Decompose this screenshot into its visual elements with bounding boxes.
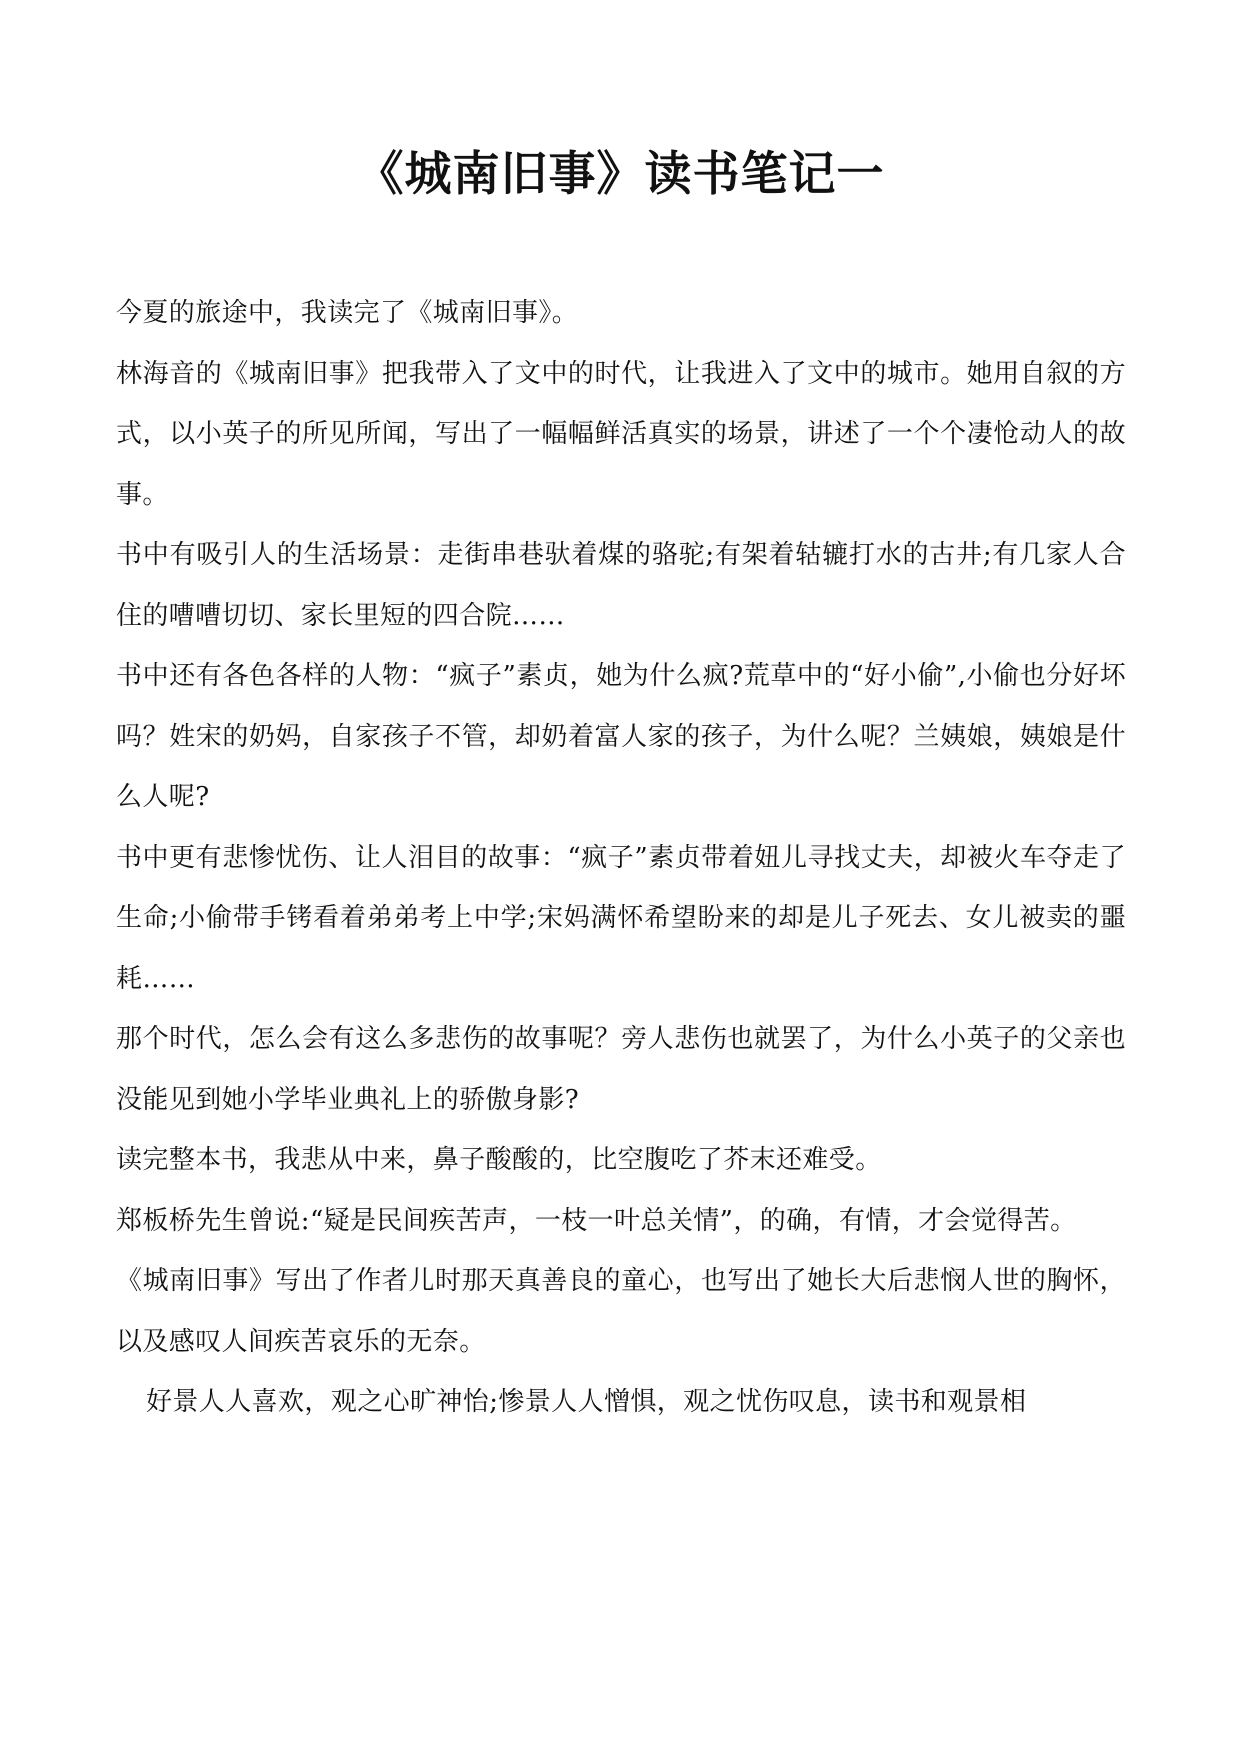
- document-body: [116, 283, 1126, 1433]
- page-title: 《城南旧事》读书笔记一: [356, 147, 885, 202]
- paragraph-10: 好景人人喜欢，观之心旷神怡;惨景人人憎惧，观之忧伤叹息，读书和观景相: [146, 1387, 1027, 1417]
- paragraph-4: 书中还有各色各样的人物：“疯子”素贞，她为什么疯?荒草中的“好小偷”,小偷也分好坏吗？姓宋的奶妈，自家孩子不管，却奶着富人家的孩子，为什么呢？兰姨娘，姨娘是什么人呢?: [116, 661, 1126, 812]
- paragraph-6: 那个时代，怎么会有这么多悲伤的故事呢？旁人悲伤也就罢了，为什么小英子的父亲也没能见到她小学毕业典礼上的骄傲身影?: [116, 1024, 1126, 1115]
- paragraph-7: 读完整本书，我悲从中来，鼻子酸酸的，比空腹吃了芥末还难受。: [116, 1145, 882, 1175]
- paragraph-3: 书中有吸引人的生活场景：走街串巷驮着煤的骆驼;有架着轱辘打水的古井;有几家人合住的嘈嘈切切、家长里短的四合院……: [116, 540, 1126, 631]
- paragraph-9: 《城南旧事》写出了作者儿时那天真善良的童心，也写出了她长大后悲悯人世的胸怀，以及感叹人间疾苦哀乐的无奈。: [116, 1266, 1126, 1357]
- paragraph-5: 书中更有悲惨忧伤、让人泪目的故事：“疯子”素贞带着妞儿寻找丈夫，却被火车夺走了生命;小偷带手铐看着弟弟考上中学;宋妈满怀希望盼来的却是儿子死去、女儿被卖的噩耗……: [116, 842, 1126, 994]
- paragraph-1: 今夏的旅途中，我读完了《城南旧事》。: [116, 298, 579, 328]
- paragraph-2: 林海音的《城南旧事》把我带入了文中的时代，让我进入了文中的城市。她用自叙的方式，以小英子的所见所闻，写出了一幅幅鲜活真实的场景，讲述了一个个凄怆动人的故事。: [116, 358, 1126, 510]
- paragraph-8: 郑板桥先生曾说:“疑是民间疾苦声，一枝一叶总关情”，的确，有情，才会觉得苦。: [116, 1205, 1077, 1236]
